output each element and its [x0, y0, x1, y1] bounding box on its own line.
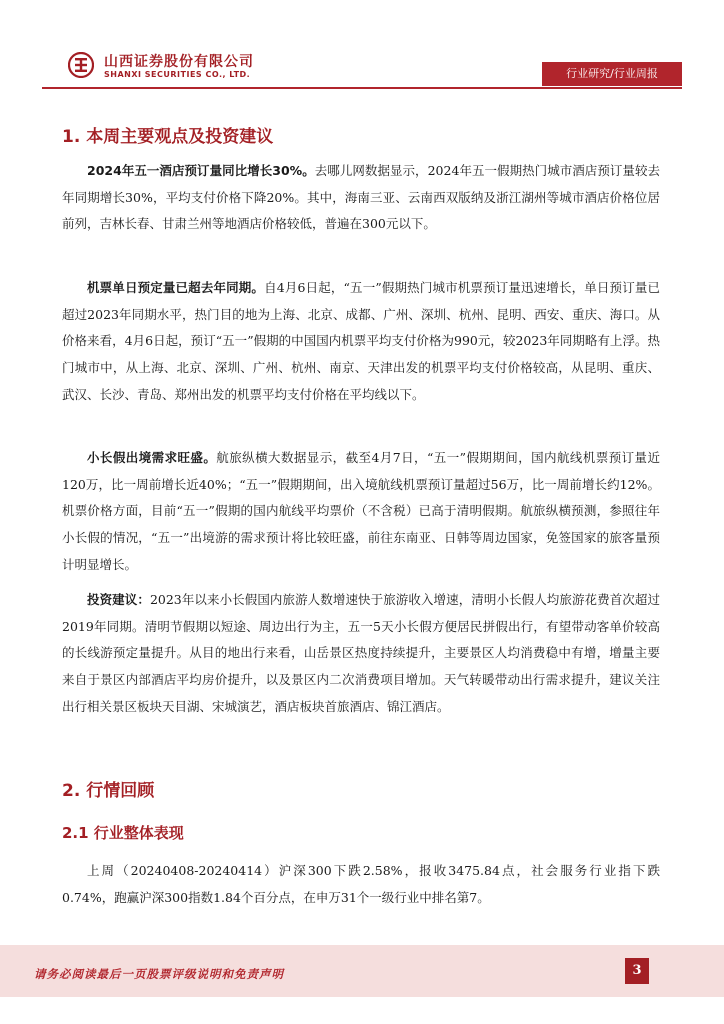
- lead-outbound: 小长假出境需求旺盛。: [87, 450, 217, 465]
- paragraph-outbound: [62, 445, 660, 579]
- subsection-title-2-1: 2.1 行业整体表现: [62, 824, 184, 842]
- lead-investment: 投资建议：: [87, 592, 150, 607]
- company-name-cn: 山西证券股份有限公司: [104, 54, 254, 70]
- page-number: 3: [625, 958, 649, 984]
- report-type-tag: 行业研究/行业周报: [542, 62, 682, 86]
- lead-hotel: 2024年五一酒店预订量同比增长30%。: [87, 163, 315, 178]
- body-investment: 2023年以来小长假国内旅游人数增速快于旅游收入增速，清明小长假人均旅游花费首次超过2019年同期。清明节假期以短途、周边出行为主，五一5天小长假方便居民拼假出行，有望带动客单价较高的长线游预定量提升。从目的地出行来看，山岳景区热度持续提升，主要景区人均消费稳中有增，增量主要来自于景区内部酒店平均房价提升，以及景区内二次消费项目增加。天气转暖带动出行需求提升，建议关注出行相关景区板块天目湖、宋城演艺，酒店板块首旅酒店、锦江酒店。: [62, 592, 660, 714]
- page-header: [0, 0, 724, 88]
- body-outbound: 航旅纵横大数据显示，截至4月7日，“五一”假期期间，国内航线机票预订量近120万，比一周前增长近40%；“五一”假期期间，出入境航线机票预订量超过56万，比一周前增长约12%。机票价格方面，目前“五一”假期的国内航线平均票价（不含税）已高于清明假期。航旅纵横预测，参照往年小长假的情况，“五一”出境游的需求预计将比较旺盛，前往东南亚、日韩等周边国家，免签国家的旅客量预计明显增长。: [62, 450, 660, 572]
- body-hotel: 去哪儿网数据显示，2024年五一假期热门城市酒店预订量较去年同期增长30%，平均支付价格下降20%。其中，海南三亚、云南西双版纳及浙江湖州等城市酒店价格位居前列，吉林长春、甘肃兰州等地酒店价格较低，普遍在300元以下。: [62, 163, 660, 232]
- body-airfare: 自4月6日起，“五一”假期热门城市机票预订量迅速增长，单日预订量已超过2023年同期水平，热门目的地为上海、北京、成都、广州、深圳、杭州、昆明、西安、重庆、海口。从价格来看，4月6日起，预订“五一”假期的中国国内机票平均支付价格为990元，较2023年同期略有上浮。热门城市中，从上海、北京、深圳、广州、杭州、南京、天津出发的机票平均支付价格较高，从昆明、重庆、武汉、长沙、青岛、郑州出发的机票平均支付价格在平均线以下。: [62, 280, 660, 402]
- paragraph-market: 上周（20240408-20240414）沪深300下跌2.58%，报收3475.84点，社会服务行业指下跌0.74%，跑赢沪深300指数1.84个百分点，在申万31个一级行业中排名第7。: [62, 863, 660, 905]
- disclaimer-notice: 请务必阅读最后一页股票评级说明和免责声明: [34, 967, 284, 981]
- header-rule: [42, 87, 682, 89]
- section-title-1: 1. 本周主要观点及投资建议: [62, 127, 274, 147]
- company-logo-icon: [68, 52, 94, 78]
- lead-airfare: 机票单日预定量已超去年同期。: [87, 280, 265, 295]
- paragraph-airfare: [62, 275, 660, 409]
- paragraph-investment: [62, 587, 660, 721]
- company-name-en: SHANXI SECURITIES CO., LTD.: [104, 70, 251, 79]
- section-title-2: 2. 行情回顾: [62, 781, 155, 801]
- paragraph-hotel: [62, 158, 660, 238]
